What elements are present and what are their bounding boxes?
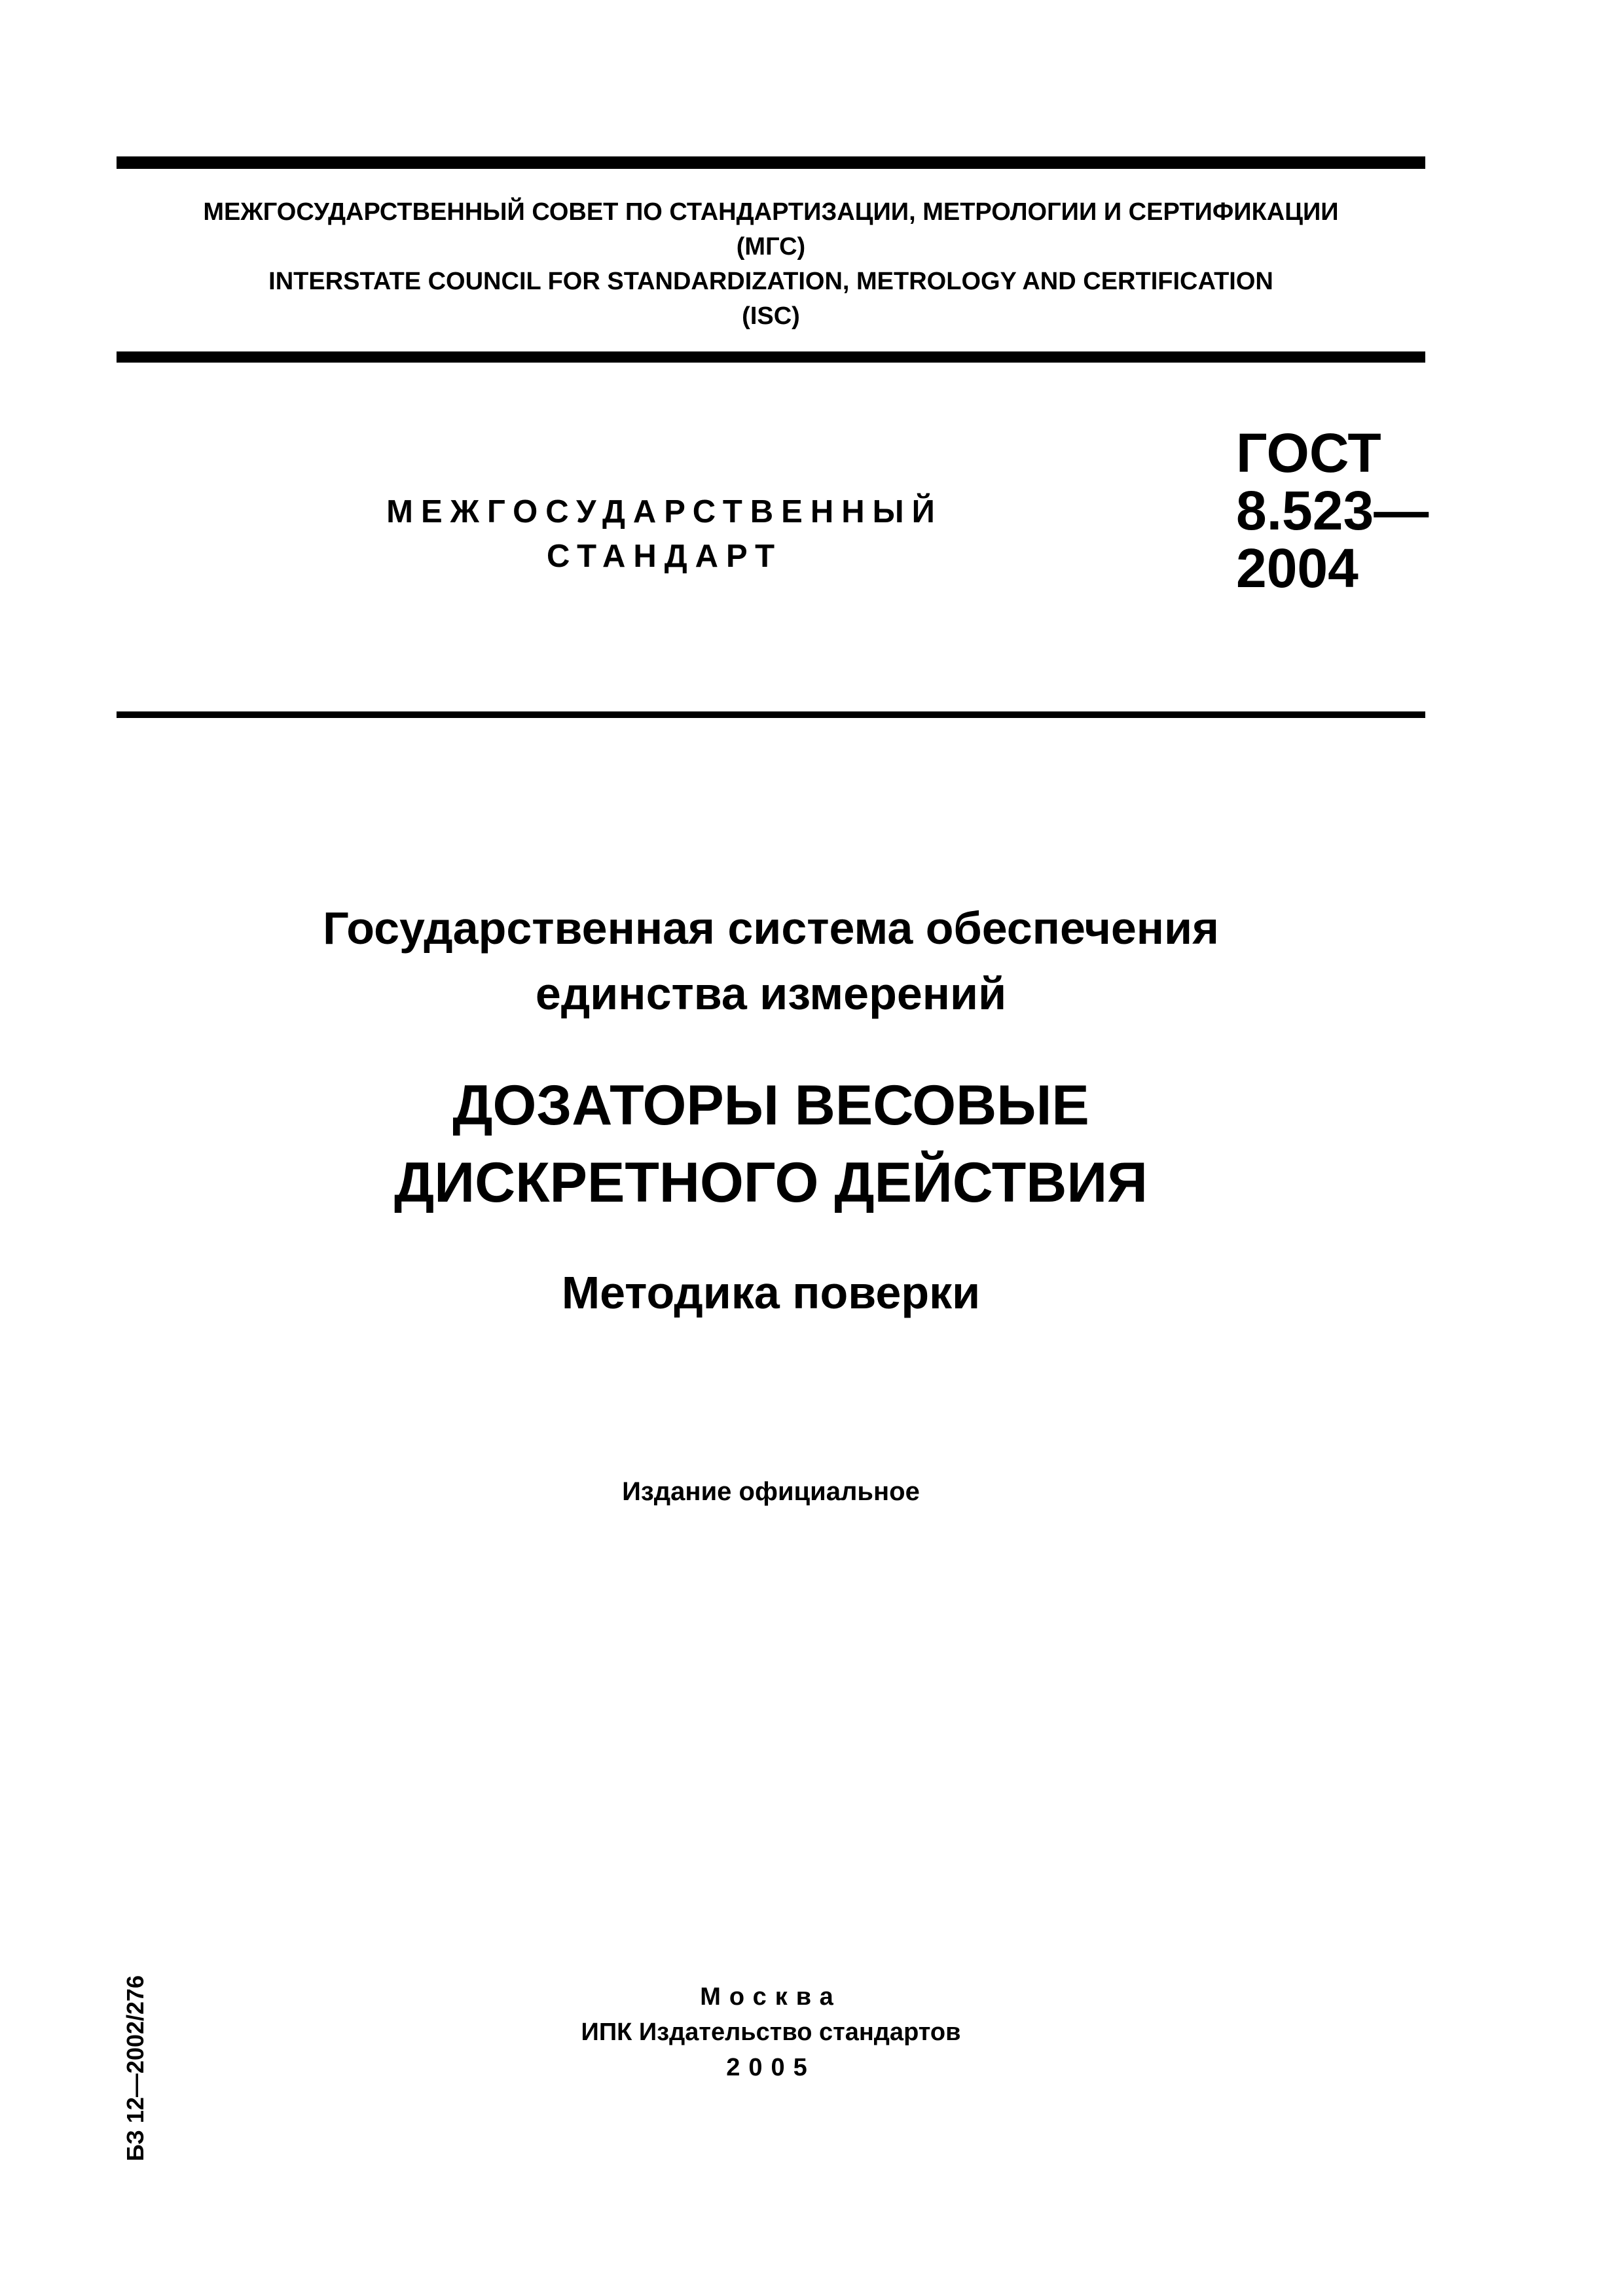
standard-type-line2: СТАНДАРТ	[546, 539, 783, 574]
subject-line2: единства измерений	[535, 968, 1007, 1019]
header-rule	[117, 351, 1425, 363]
document-subject	[117, 895, 1425, 1026]
council-abbr-en: (ISC)	[742, 302, 800, 330]
designation-line1: ГОСТ	[1236, 422, 1381, 484]
title-line2: ДИСКРЕТНОГО ДЕЙСТВИЯ	[393, 1151, 1148, 1214]
council-abbr-ru: (МГС)	[736, 233, 806, 260]
council-name-en: INTERSTATE COUNCIL FOR STANDARDIZATION, METROLOGY AND CERTIFICATION	[268, 268, 1273, 295]
designation-line2: 8.523—	[1236, 480, 1429, 541]
council-name-ru: МЕЖГОСУДАРСТВЕННЫЙ СОВЕТ ПО СТАНДАРТИЗАЦИИ, МЕТРОЛОГИИ И СЕРТИФИКАЦИИ	[203, 198, 1339, 226]
publisher-city: Москва	[700, 1983, 842, 2011]
publisher-name: ИПК Издательство стандартов	[581, 2018, 961, 2046]
council-header	[117, 195, 1425, 334]
document-subtitle: Методика поверки	[561, 1267, 981, 1318]
edition-note: Издание официальное	[622, 1477, 920, 1506]
document-title	[117, 1067, 1425, 1221]
standard-type-line1: МЕЖГОСУДАРСТВЕННЫЙ	[386, 494, 943, 529]
designation-rule	[117, 711, 1425, 718]
designation-line3: 2004	[1236, 537, 1359, 599]
publisher-year: 2005	[726, 2054, 816, 2081]
side-code-text: БЗ 12—2002/276	[122, 1975, 149, 2162]
publisher-block	[117, 1979, 1425, 2085]
title-line1: ДОЗАТОРЫ ВЕСОВЫЕ	[452, 1074, 1089, 1137]
standard-designation	[1236, 424, 1429, 597]
top-rule	[117, 156, 1425, 169]
subject-line1: Государственная система обеспечения	[323, 903, 1219, 954]
standard-type	[308, 490, 1021, 579]
